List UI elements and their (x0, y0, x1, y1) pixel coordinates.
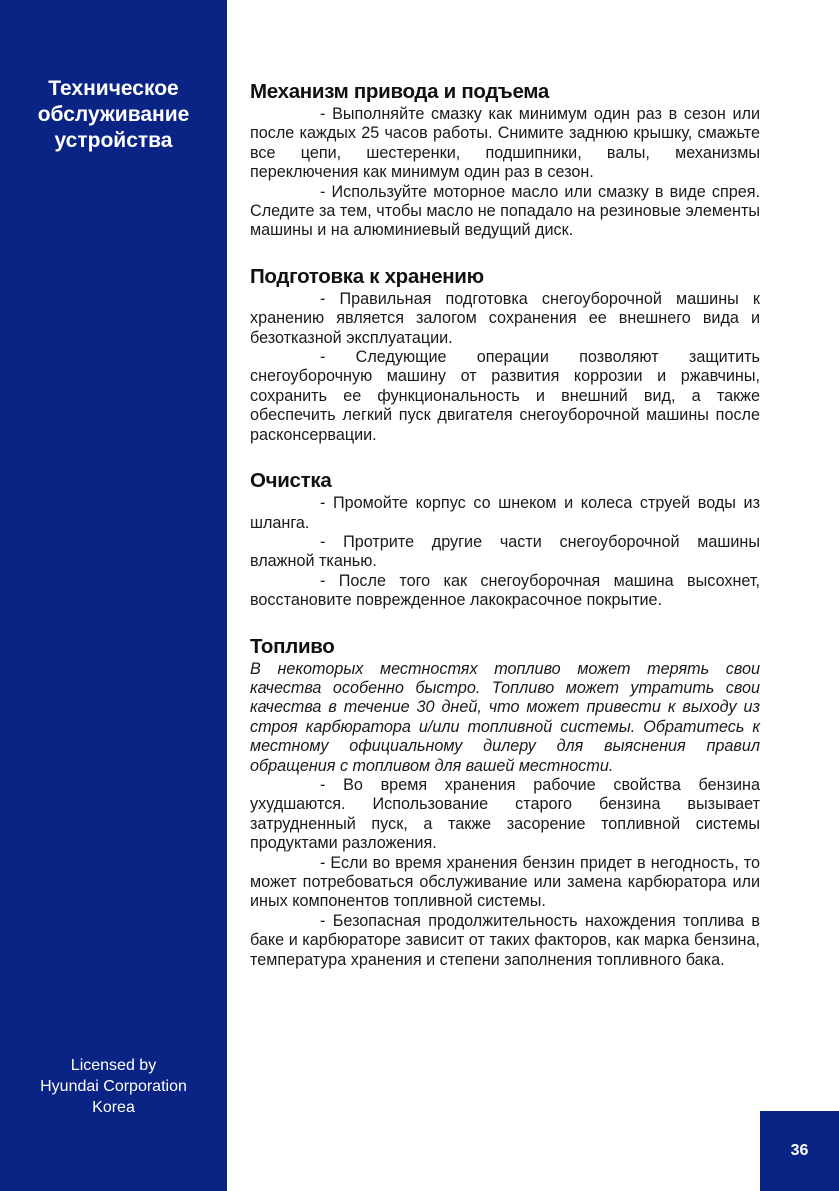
paragraph: - Во время хранения рабочие свойства бензина ухудшаются. Использование старого бензина вызывает затрудненный пуск, а также засорение топливной системы продуктами разложения. (250, 775, 760, 853)
section-heading: Механизм привода и подъема (250, 80, 549, 103)
paragraph: - Если во время хранения бензин придет в негодность, то может потребоваться обслуживание или замена карбюратора или иных компонентов топливной системы. (250, 853, 760, 911)
page-number-box (760, 1111, 839, 1191)
section-heading: Топливо (250, 634, 335, 658)
license-line: Korea (92, 1099, 135, 1116)
section-fuel (250, 635, 760, 971)
paragraph: - Безопасная продолжительность нахождения топлива в баке и карбюраторе зависит от таких факторов, как марка бензина, температура хранения и степени заполнения топливного бака. (250, 911, 760, 969)
paragraph: - После того как снегоуборочная машина высохнет, восстановите поврежденное лакокрасочное покрытие. (250, 571, 760, 610)
license-line: Licensed by (70, 1057, 157, 1074)
section-cleaning (250, 469, 760, 610)
sidebar-title-line: обслуживание (37, 103, 190, 126)
paragraph: - Выполняйте смазку как минимум один раз в сезон или после каждых 25 часов работы. Снимите заднюю крышку, смажьте все цепи, шестеренки, подшипники, валы, механизмы переключения как минимум один раз в сезон. (250, 105, 760, 182)
section-heading: Подготовка к хранению (250, 264, 484, 288)
sidebar-title-line: устройства (54, 129, 173, 152)
paragraph: - Используйте моторное масло или смазку в виде спрея. Следите за тем, чтобы масло не попадало на резиновые элементы машины и на алюминиевый ведущий диск. (250, 182, 760, 240)
section-drive-mechanism (250, 80, 760, 241)
sidebar-title-line: Техническое (48, 77, 179, 100)
sidebar-title (0, 76, 227, 154)
main-content (250, 80, 760, 994)
paragraph: - Протрите другие части снегоуборочной машины влажной тканью. (250, 532, 760, 571)
fuel-note: В некоторых местностях топливо может терять свои качества особенно быстро. Топливо может утратить свои качества в течение 30 дней, что может привести к выходу из строя карбюратора и/или топливной системы. Обратитесь к местному официальному дилеру для выяснения правил обращения с топливом для вашей местности. (250, 659, 760, 775)
license-line: Hyundai Corporation (40, 1078, 187, 1095)
section-heading: Очистка (250, 469, 332, 493)
page-number: 36 (790, 1142, 809, 1159)
paragraph: - Промойте корпус со шнеком и колеса струей воды из шланга. (250, 494, 760, 532)
section-storage-prep (250, 265, 760, 445)
sidebar (0, 0, 227, 1191)
paragraph: - Правильная подготовка снегоуборочной машины к хранению является залогом сохранения ее внешнего вида и безотказной эксплуатации. (250, 289, 760, 347)
license-text (0, 1055, 227, 1118)
paragraph: - Следующие операции позволяют защитить снегоуборочную машину от развития коррозии и ржавчины, сохранить ее функциональность и внешний вид, а также обеспечить легкий пуск двигателя снегоуборочной машины после расконсервации. (250, 348, 760, 444)
